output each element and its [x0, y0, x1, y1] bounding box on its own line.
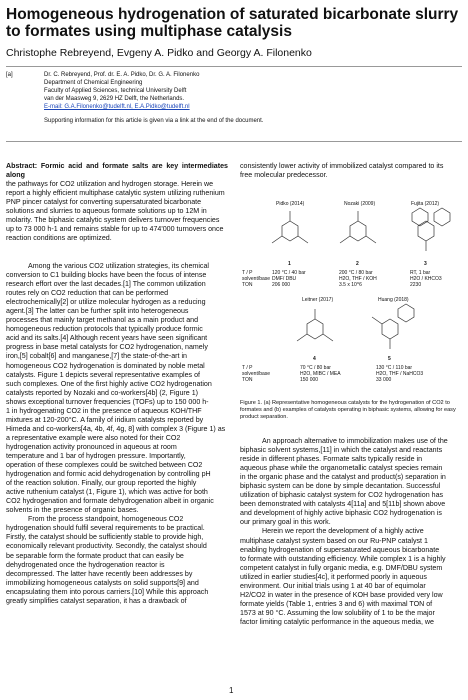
abstract-line: report a highly efficient multiphase catalytic system utilizing ruthenium — [6, 189, 225, 198]
figure-1 — [240, 193, 462, 421]
figure-header: Fujita (2012) — [411, 201, 440, 207]
body-line: catalysts reported by Nozaki and co-workers[4b] (2, Figure 1) — [6, 388, 199, 397]
catalyst-2-ring — [350, 221, 366, 241]
condition-value: 2230 — [410, 282, 422, 288]
condition-label: TON — [242, 282, 253, 288]
body-line: such complexes. One of the first highly active CO2 hydrogenation — [6, 379, 212, 388]
body-line: catalysts. Figure 1 depicts several representative examples of — [6, 370, 200, 379]
body-line: biphasic solvent systems,[11] in which the catalyst and reactants — [240, 446, 443, 455]
body-line: biphasic system can be done by simple decantation. Successful — [240, 482, 441, 491]
body-line: multiphase catalyst system based on our Ru-PNP catalyst 1 — [240, 536, 428, 545]
body-line: and development of highly active biphasic CO2 hydrogenation is — [240, 509, 442, 518]
abstract-line: the pathways for CO2 utilization and hydrogen storage. Herein we — [6, 180, 214, 189]
body-line: in the organic phase and the catalyst and product(s) separation in — [240, 473, 446, 482]
body-line: a representative example were also noted for their CO2 — [6, 433, 181, 442]
header-divider-top — [6, 66, 462, 67]
body-line: our primary goal in this work. — [240, 518, 331, 527]
body-line: immobilizing homogeneous catalysts on solid supports[9] and — [6, 578, 199, 587]
condition-label: solvent/base — [242, 276, 271, 282]
abstract-line: up to 73 000 h-1 and remains stable for up to 474'000 turnovers once — [6, 225, 224, 234]
body-line: An approach alternative to immobilization makes use of the — [262, 437, 448, 445]
body-line: electrochemically[2] or utilize molecular hydrogen as a reducing — [6, 298, 206, 307]
body-line: Herein we report the development of a highly active — [262, 527, 424, 536]
body-line: factor limiting catalytic performance in the aqueous media, we — [240, 617, 434, 626]
figure-header: Nozaki (2009) — [344, 201, 376, 207]
body-line: to formate with outstanding efficiency. While complex 1 is a highly — [240, 554, 446, 563]
body-line: environment. Our initial trials using 1 at 40 bar of equimolar — [240, 581, 426, 590]
body-line: homogeneous reduction protocols that typically produce formic — [6, 325, 203, 334]
condition-value: H2O, THF / NaHCO3 — [376, 371, 424, 377]
figure-caption: Figure 1. (a) Representative homogeneous catalysts for the hydrogenation of CO2 to formates and (b) examples of catalysts operating in biphasic systems, allowing for easy product separation. — [240, 400, 456, 420]
body-line: competent catalyst in fully organic media, e.g. DMF/DBU system — [240, 563, 443, 572]
condition-label: T / P — [242, 270, 253, 276]
condition-label: solvent/base — [242, 371, 271, 377]
condition-value: DMF/ DBU — [272, 276, 297, 282]
condition-value: 33 000 — [376, 377, 392, 383]
body-line: solvents in the presence of organic bases. — [6, 506, 139, 515]
abstract-line: solutions and slurries to aqueous formate solutions up to 12M in — [6, 207, 207, 216]
body-right-top — [240, 162, 462, 180]
affiliation-mark: [a] — [6, 72, 13, 78]
catalyst-5-ring — [382, 319, 398, 339]
body-line: Himeda and co-workers[4a, 4b, 4f, 4g, 8] with complex 3 (Figure 1) as — [6, 424, 226, 433]
compound-number: 5 — [388, 356, 391, 362]
body-line: processes that mainly target methanol as a main product and — [6, 316, 199, 325]
supporting-info-note: Supporting information for this article is given via a link at the end of the document. — [44, 118, 264, 124]
body-line: agent.[3] The latter can be further split into heterogeneous — [6, 307, 189, 316]
body-line: shows exceptional turnover frequencies (TOFs) up to 150 000 h- — [6, 397, 209, 406]
body-line: economically relevant productivity. Secondly, the catalyst should — [6, 542, 207, 551]
body-line: dehydrogenated once the hydrogenation reactor is — [6, 560, 165, 569]
figure-header: Leitner (2017) — [302, 297, 334, 303]
catalyst-structures — [240, 193, 462, 403]
body-line: homogeneous CO2 hydrogenation is dominated by noble metal — [6, 361, 205, 370]
figure-header: Pidko (2014) — [276, 201, 305, 207]
condition-value: H2O / KHCO3 — [410, 276, 442, 282]
condition-value: 200 °C / 80 bar — [339, 270, 373, 276]
header-divider-bottom — [6, 141, 462, 142]
body-line: free molecular predecessor. — [240, 171, 328, 180]
body-line: reside in different phases. Formate salts typically reside in — [240, 455, 423, 464]
body-line: hydrogenation and formic acid dehydrogenation by controlling pH — [6, 470, 211, 479]
condition-value: 130 °C / 110 bar — [376, 365, 413, 371]
body-line: Among the various CO2 utilization strategies, its chemical — [28, 262, 209, 270]
body-line: hydrogenation activity pronounced in aqueous at room — [6, 442, 177, 451]
body-line: mixtures at 120-200°C. A family of iridium catalysts reported by — [6, 415, 204, 424]
body-line: active ruthenium catalyst (1, Figure 1), which was active for both — [6, 488, 208, 497]
body-line: Firstly, the catalyst should be sufficiently stable to provide high, — [6, 533, 204, 542]
page-number: 1 — [229, 686, 234, 695]
body-line: progress in base metal catalysts for CO2 hydrogenation, namely — [6, 343, 208, 352]
catalyst-4-ring — [307, 319, 323, 339]
catalyst-3-ring — [418, 221, 434, 241]
condition-value: 206 000 — [272, 282, 291, 288]
condition-value: H2O, MIBC / MEA — [300, 371, 341, 377]
body-line: formate yields (Table 1, entries 3 and 6) with maximal TON of — [240, 599, 433, 608]
body-line: iron,[5] cobalt[6] and manganese,[7] the state-of-the-art in — [6, 352, 187, 361]
body-left-column — [6, 262, 228, 606]
body-line: temperature and 1 bar of hydrogen pressure. Importantly, — [6, 451, 186, 460]
body-line: research effort over the last decades.[1] The common utilization — [6, 280, 206, 289]
body-line: consistently lower activity of immobilized catalyst compared to its — [240, 162, 444, 170]
body-right-column — [240, 437, 462, 627]
body-line: From the process standpoint, homogeneous CO2 — [28, 515, 184, 524]
affiliation-line: Department of Chemical Engineering — [44, 80, 143, 86]
condition-value: H2O, THF / KOH — [339, 276, 377, 282]
body-line: hydrogenation should fulfil several requirements to be practical. — [6, 524, 205, 533]
condition-label: T / P — [242, 365, 253, 371]
body-line: utilization of biphasic catalyst system for CO2 hydrogenation has — [240, 491, 444, 500]
compound-number: 2 — [356, 261, 359, 267]
compound-number: 1 — [288, 261, 291, 267]
body-line: 1573 at 90 °C. Assuming the low solubility of 1 to be the major — [240, 608, 435, 617]
body-line: enabling hydrogenation of supersaturated aqueous bicarbonate — [240, 545, 440, 554]
affiliation-line: Dr. C. Rebreyend, Prof. dr. E. A. Pidko, Dr. G. A. Filonenko — [44, 72, 200, 78]
body-line: been demonstrated with catalysts 4[11a] and 5[11b] shown above — [240, 500, 446, 509]
figure-header: Huang (2018) — [378, 297, 409, 303]
condition-value: 3.5 x 10^6 — [339, 282, 362, 288]
condition-value: 120 °C / 40 bar — [272, 270, 306, 276]
body-line: conversion to C1 building blocks have been the focus of intense — [6, 271, 207, 280]
body-line: CO2 hydrogenation and formate dehydrogenation albeit in organic — [6, 497, 214, 506]
affiliation-block — [6, 71, 462, 125]
abstract-line: PNP pincer catalyst for converting supersaturated bicarbonate — [6, 198, 202, 207]
affiliation-line: Faculty of Applied Sciences, technical University Delft — [44, 88, 187, 94]
condition-value: 70 °C / 80 bar — [300, 365, 331, 371]
body-line: acid and its salts.[4] Although recent years have seen significant — [6, 334, 208, 343]
abstract-line: Abstract: Formic acid and formate salts are key intermediates along — [6, 162, 228, 180]
body-line: utilized in earlier studies[4c], it performed poorly in aqueous — [240, 572, 427, 581]
compound-number: 3 — [424, 261, 427, 267]
paper-title: Homogeneous hydrogenation of saturated bicarbonate slurry to formates using multiphase catalysis — [6, 6, 459, 40]
abstract-line: molarity. The biphasic catalytic system delivers turnover frequencies — [6, 216, 220, 225]
compound-number: 4 — [313, 356, 316, 362]
body-line: aqueous phase while the organometallic catalyst species remain — [240, 464, 443, 473]
body-line: routes rely on CO2 reduction that can be performed — [6, 289, 169, 298]
catalyst-1-ring — [282, 221, 298, 241]
body-line: 1 in hydrogenating CO2 in the presence of aqueous KOH/THF — [6, 406, 202, 415]
body-line: encapsulating them into porous carriers.[10] While this approach — [6, 587, 209, 596]
body-line: greatly simplifies catalyst separation, it has a drawback of — [6, 596, 187, 605]
body-line: be separable form the formate product that can easily be — [6, 551, 184, 560]
author-list: Christophe Rebreyend, Evgeny A. Pidko and Georgy A. Filonenko — [6, 47, 312, 59]
abstract — [6, 162, 228, 243]
body-line: decompressed. The latter have recently been addresses by — [6, 569, 193, 578]
body-line: H2/CO2 in water in the presence of KOH base provided very low — [240, 590, 443, 599]
condition-value: RT, 1 bar — [410, 270, 431, 276]
body-line: operation of these complexes could be switched between CO2 — [6, 461, 203, 470]
body-line: of the reaction solution. Finally, our group reported the highly — [6, 479, 197, 488]
affiliation-line: van der Maasweg 9, 2629 HZ Delft, the Netherlands. — [44, 96, 185, 102]
condition-value: 150 000 — [300, 377, 319, 383]
affiliation-email[interactable]: E-mail: G.A.Filonenko@tudelft.nl, E.A.Pidko@tudelft.nl — [44, 104, 190, 110]
abstract-line: reaction conditions are optimized. — [6, 234, 112, 243]
condition-label: TON — [242, 377, 253, 383]
